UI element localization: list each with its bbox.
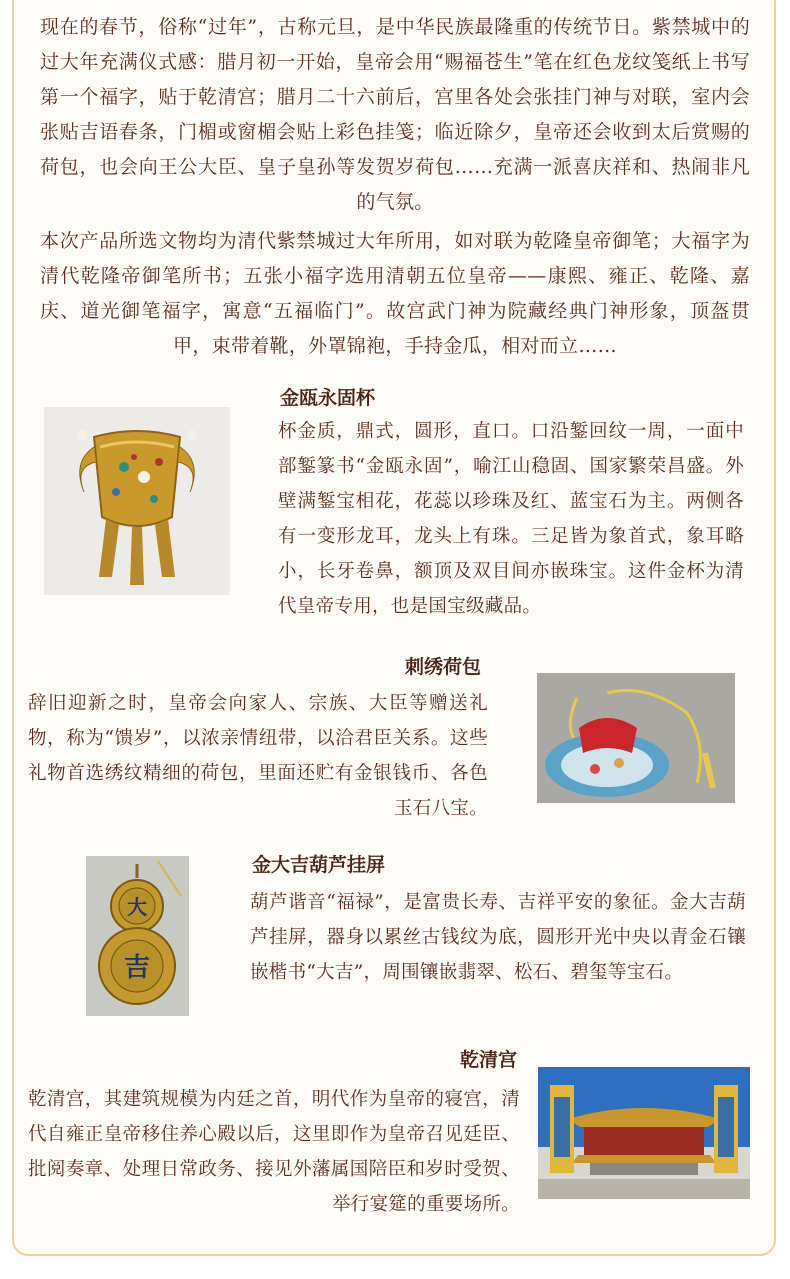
- item-title-palace: 乾清宫: [460, 1049, 518, 1071]
- gold-cup-image: [44, 407, 230, 595]
- item-title-gourd: 金大吉葫芦挂屏: [252, 854, 386, 876]
- intro-paragraph-1: 现在的春节，俗称“过年”，古称元旦，是中华民族最隆重的传统节日。紫禁城中的过大年充满仪式感：腊月初一开始，皇帝会用“赐福苍生”笔在红色龙纹笺纸上书写第一个福字，贴于乾清宫；腊月二十六前后，宫里各处会张挂门神与对联，室内会张贴吉语春条，门楣或窗楣会贴上彩色挂笺；临近除夕，皇帝还会收到太后赏赐的荷包，也会向王公大臣、皇子皇孙等发贺岁荷包……充满一派喜庆祥和、热闹非凡的气氛。: [40, 16, 750, 213]
- item-title-pouch: 刺绣荷包: [405, 656, 482, 678]
- item-text-pouch: 辞旧迎新之时，皇帝会向家人、宗族、大臣等赠送礼物，称为“馈岁”，以浓亲情纽带，以洽君臣关系。这些礼物首选绣纹精细的荷包，里面还贮有金银钱币、各色玉石八宝。: [28, 693, 488, 819]
- gourd-char-da: 大: [127, 897, 147, 919]
- item-text-palace: 乾清宫，其建筑规模为内廷之首，明代作为皇帝的寝宫，清代自雍正皇帝移住养心殿以后，这里即作为皇帝召见廷臣、批阅奏章、处理日常政务、接见外藩属国陪臣和岁时受贺、举行宴筵的重要场所。: [28, 1089, 520, 1215]
- pouch-image: [537, 673, 735, 803]
- intro-paragraph-2: 本次产品所选文物均为清代紫禁城过大年所用，如对联为乾隆皇帝御笔；大福字为清代乾隆帝御笔所书；五张小福字选用清朝五位皇帝——康熙、雍正、乾隆、嘉庆、道光御笔福字，寓意“五福临门”。故宫武门神为院藏经典门神形象，顶盔贯甲，束带着靴，外罩锦袍，手持金瓜，相对而立……: [40, 230, 750, 357]
- item-title-gold-cup: 金瓯永固杯: [280, 387, 376, 409]
- gourd-char-ji: 吉: [123, 953, 151, 982]
- palace-image: [538, 1067, 750, 1199]
- item-text-gold-cup: 杯金质，鼎式，圆形，直口。口沿錾回纹一周，一面中部錾篆书“金瓯永固”，喻江山稳固、国家繁荣昌盛。外壁满錾宝相花，花蕊以珍珠及红、蓝宝石为主。两侧各有一变形龙耳，龙头上有珠。三足皆为象首式，象耳略小，长牙卷鼻，额顶及双目间亦嵌珠宝。这件金杯为清代皇帝专用，也是国宝级藏品。: [278, 421, 744, 617]
- gourd-screen-image: [86, 856, 189, 1016]
- item-text-gourd: 葫芦谐音“福禄”，是富贵长寿、吉祥平安的象征。金大吉葫芦挂屏，器身以累丝古钱纹为底，圆形开光中央以青金石镶嵌楷书“大吉”，周围镶嵌翡翠、松石、碧玺等宝石。: [250, 892, 746, 983]
